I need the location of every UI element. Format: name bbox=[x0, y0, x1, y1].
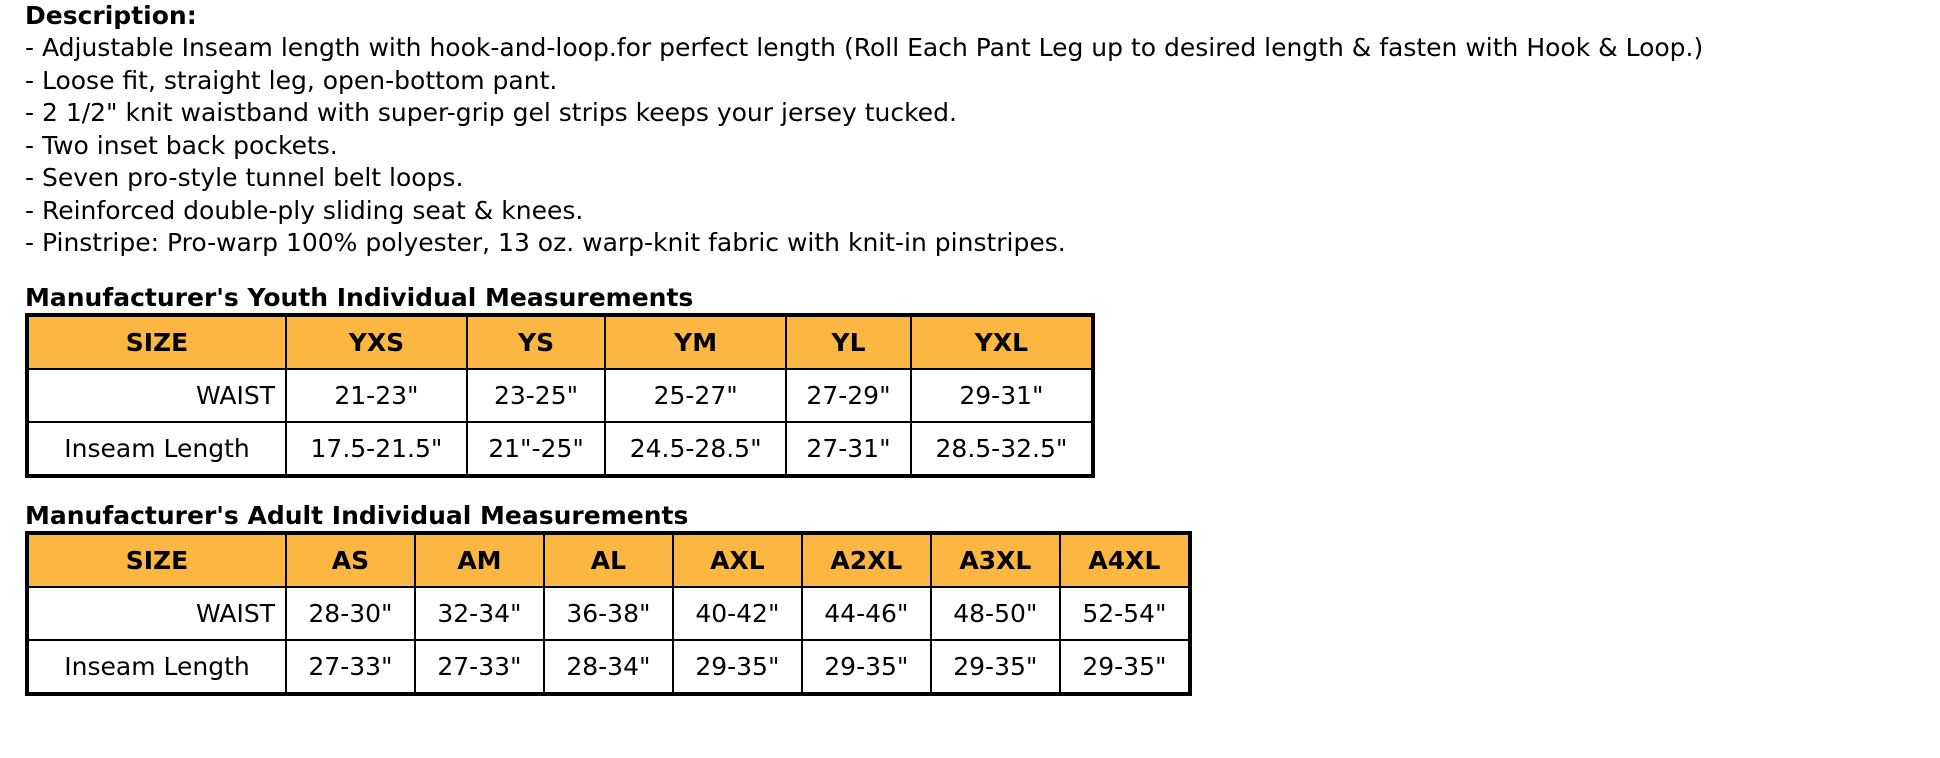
description-item: - Loose fit, straight leg, open-bottom pant. bbox=[25, 65, 558, 95]
size-header: AS bbox=[286, 533, 415, 587]
inseam-value: 27-33" bbox=[415, 640, 544, 694]
inseam-label: Inseam Length bbox=[27, 422, 286, 476]
table-row bbox=[27, 422, 1093, 476]
description-item: - 2 1/2" knit waistband with super-grip gel strips keeps your jersey tucked. bbox=[25, 98, 957, 127]
inseam-value: 28-34" bbox=[544, 640, 673, 694]
size-header: YL bbox=[786, 315, 911, 369]
waist-label: WAIST bbox=[27, 587, 286, 640]
size-header: AM bbox=[415, 533, 544, 587]
product-details bbox=[25, 0, 1925, 696]
inseam-value: 21"-25" bbox=[467, 422, 605, 476]
waist-value: 52-54" bbox=[1060, 587, 1190, 640]
inseam-value: 17.5-21.5" bbox=[286, 422, 467, 476]
waist-value: 29-31" bbox=[911, 369, 1093, 422]
waist-value: 25-27" bbox=[605, 369, 786, 422]
table-row bbox=[27, 587, 1190, 640]
table-row bbox=[27, 640, 1190, 694]
size-header: YM bbox=[605, 315, 786, 369]
size-header: AL bbox=[544, 533, 673, 587]
waist-value: 36-38" bbox=[544, 587, 673, 640]
youth-measurements-title: Manufacturer's Youth Individual Measurements bbox=[25, 282, 694, 312]
waist-value: 32-34" bbox=[415, 587, 544, 640]
size-header: A2XL bbox=[802, 533, 931, 587]
size-header: YXS bbox=[286, 315, 467, 369]
description-list bbox=[25, 32, 1925, 260]
inseam-value: 27-33" bbox=[286, 640, 415, 694]
description-title: Description: bbox=[25, 1, 197, 30]
size-header: SIZE bbox=[27, 533, 286, 587]
inseam-value: 28.5-32.5" bbox=[911, 422, 1093, 476]
waist-value: 27-29" bbox=[786, 369, 911, 422]
description-item: - Adjustable Inseam length with hook-and-loop.for perfect length (Roll Each Pant Leg up to desired length & fasten with Hook & Loop.) bbox=[25, 33, 1704, 62]
description-item: - Reinforced double-ply sliding seat & knees. bbox=[25, 195, 584, 225]
inseam-value: 29-35" bbox=[802, 640, 931, 694]
inseam-value: 29-35" bbox=[673, 640, 802, 694]
description-item: - Pinstripe: Pro-warp 100% polyester, 13 oz. warp-knit fabric with knit-in pinstripes. bbox=[25, 228, 1066, 257]
inseam-value: 29-35" bbox=[1060, 640, 1190, 694]
waist-value: 21-23" bbox=[286, 369, 467, 422]
waist-label: WAIST bbox=[27, 369, 286, 422]
size-header: A3XL bbox=[931, 533, 1060, 587]
youth-size-table bbox=[25, 313, 1095, 478]
size-header: AXL bbox=[673, 533, 802, 587]
inseam-value: 29-35" bbox=[931, 640, 1060, 694]
description-item: - Two inset back pockets. bbox=[25, 130, 338, 160]
table-row bbox=[27, 369, 1093, 422]
adult-measurements-title: Manufacturer's Adult Individual Measurements bbox=[25, 500, 689, 530]
waist-value: 44-46" bbox=[802, 587, 931, 640]
waist-value: 48-50" bbox=[931, 587, 1060, 640]
waist-value: 40-42" bbox=[673, 587, 802, 640]
inseam-value: 24.5-28.5" bbox=[605, 422, 786, 476]
size-header: SIZE bbox=[27, 315, 286, 369]
waist-value: 23-25" bbox=[467, 369, 605, 422]
description-item: - Seven pro-style tunnel belt loops. bbox=[25, 163, 464, 192]
table-header-row bbox=[27, 315, 1093, 369]
size-header: YXL bbox=[911, 315, 1093, 369]
inseam-value: 27-31" bbox=[786, 422, 911, 476]
waist-value: 28-30" bbox=[286, 587, 415, 640]
adult-size-table bbox=[25, 531, 1192, 696]
size-header: YS bbox=[467, 315, 605, 369]
table-header-row bbox=[27, 533, 1190, 587]
size-header: A4XL bbox=[1060, 533, 1190, 587]
inseam-label: Inseam Length bbox=[27, 640, 286, 694]
